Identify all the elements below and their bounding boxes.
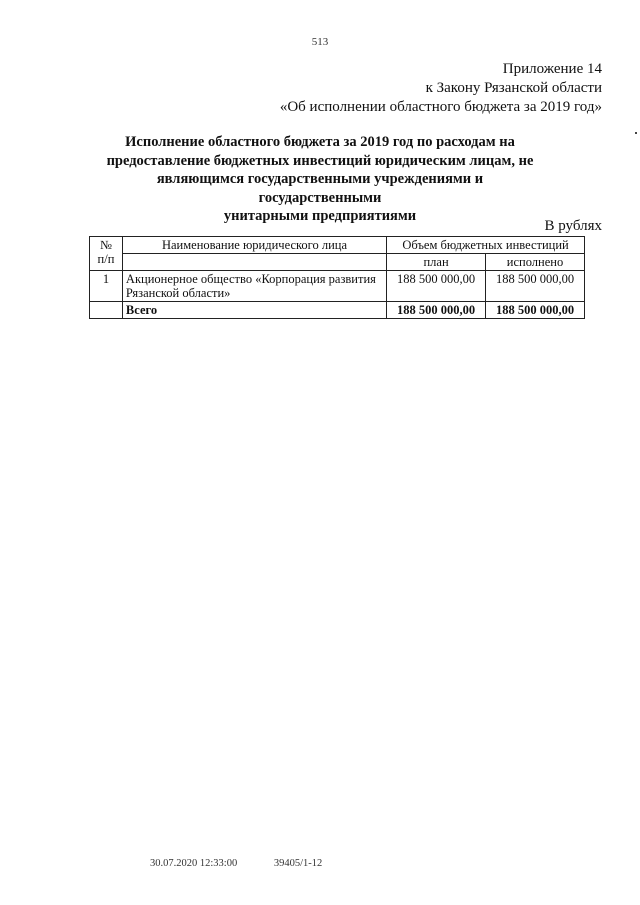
column-header-plan: план	[387, 254, 486, 271]
row-plan-amount: 188 500 000,00	[387, 271, 486, 302]
total-label: Всего	[122, 302, 386, 319]
column-header-done: исполнено	[486, 254, 585, 271]
document-title	[100, 133, 540, 226]
title-line-3: являющимся государственными учреждениями и государственными	[156, 171, 484, 206]
page-number: 513	[311, 36, 329, 48]
column-header-number-line-2: п/п	[97, 252, 115, 266]
row-number: 1	[90, 271, 123, 302]
footer-datetime: 30.07.2020 12:33:00	[150, 858, 238, 869]
total-number-cell	[90, 302, 123, 319]
footer-doc-id: 39405/1-12	[273, 858, 323, 869]
total-done-amount: 188 500 000,00	[486, 302, 585, 319]
table-subheader-row	[90, 254, 585, 271]
table-row	[90, 271, 585, 302]
scan-mark	[635, 132, 637, 134]
table-total-row	[90, 302, 585, 319]
total-plan-amount: 188 500 000,00	[387, 302, 486, 319]
appendix-line-3: «Об исполнении областного бюджета за 2019 год»	[279, 99, 602, 115]
title-line-1: Исполнение областного бюджета за 2019 год по расходам на	[125, 134, 515, 150]
row-done-amount: 188 500 000,00	[486, 271, 585, 302]
column-header-number-line-1: №	[99, 238, 112, 252]
currency-unit: В рублях	[544, 218, 602, 234]
column-header-name: Наименование юридического лица	[122, 237, 386, 254]
row-entity-name: Акционерное общество «Корпорация развития Рязанской области»	[122, 271, 386, 302]
column-header-name-spacer	[122, 254, 386, 271]
column-header-volume: Объем бюджетных инвестиций	[387, 237, 585, 254]
budget-table	[89, 236, 585, 319]
appendix-line-1: Приложение 14	[502, 61, 602, 77]
document-footer	[150, 858, 356, 869]
appendix-header	[280, 60, 602, 117]
title-line-2: предоставление бюджетных инвестиций юридическим лицам, не	[106, 152, 534, 169]
column-header-number	[90, 237, 123, 271]
appendix-line-2: к Закону Рязанской области	[425, 80, 602, 96]
table-header-row	[90, 237, 585, 254]
title-line-4: унитарными предприятиями	[223, 208, 417, 224]
